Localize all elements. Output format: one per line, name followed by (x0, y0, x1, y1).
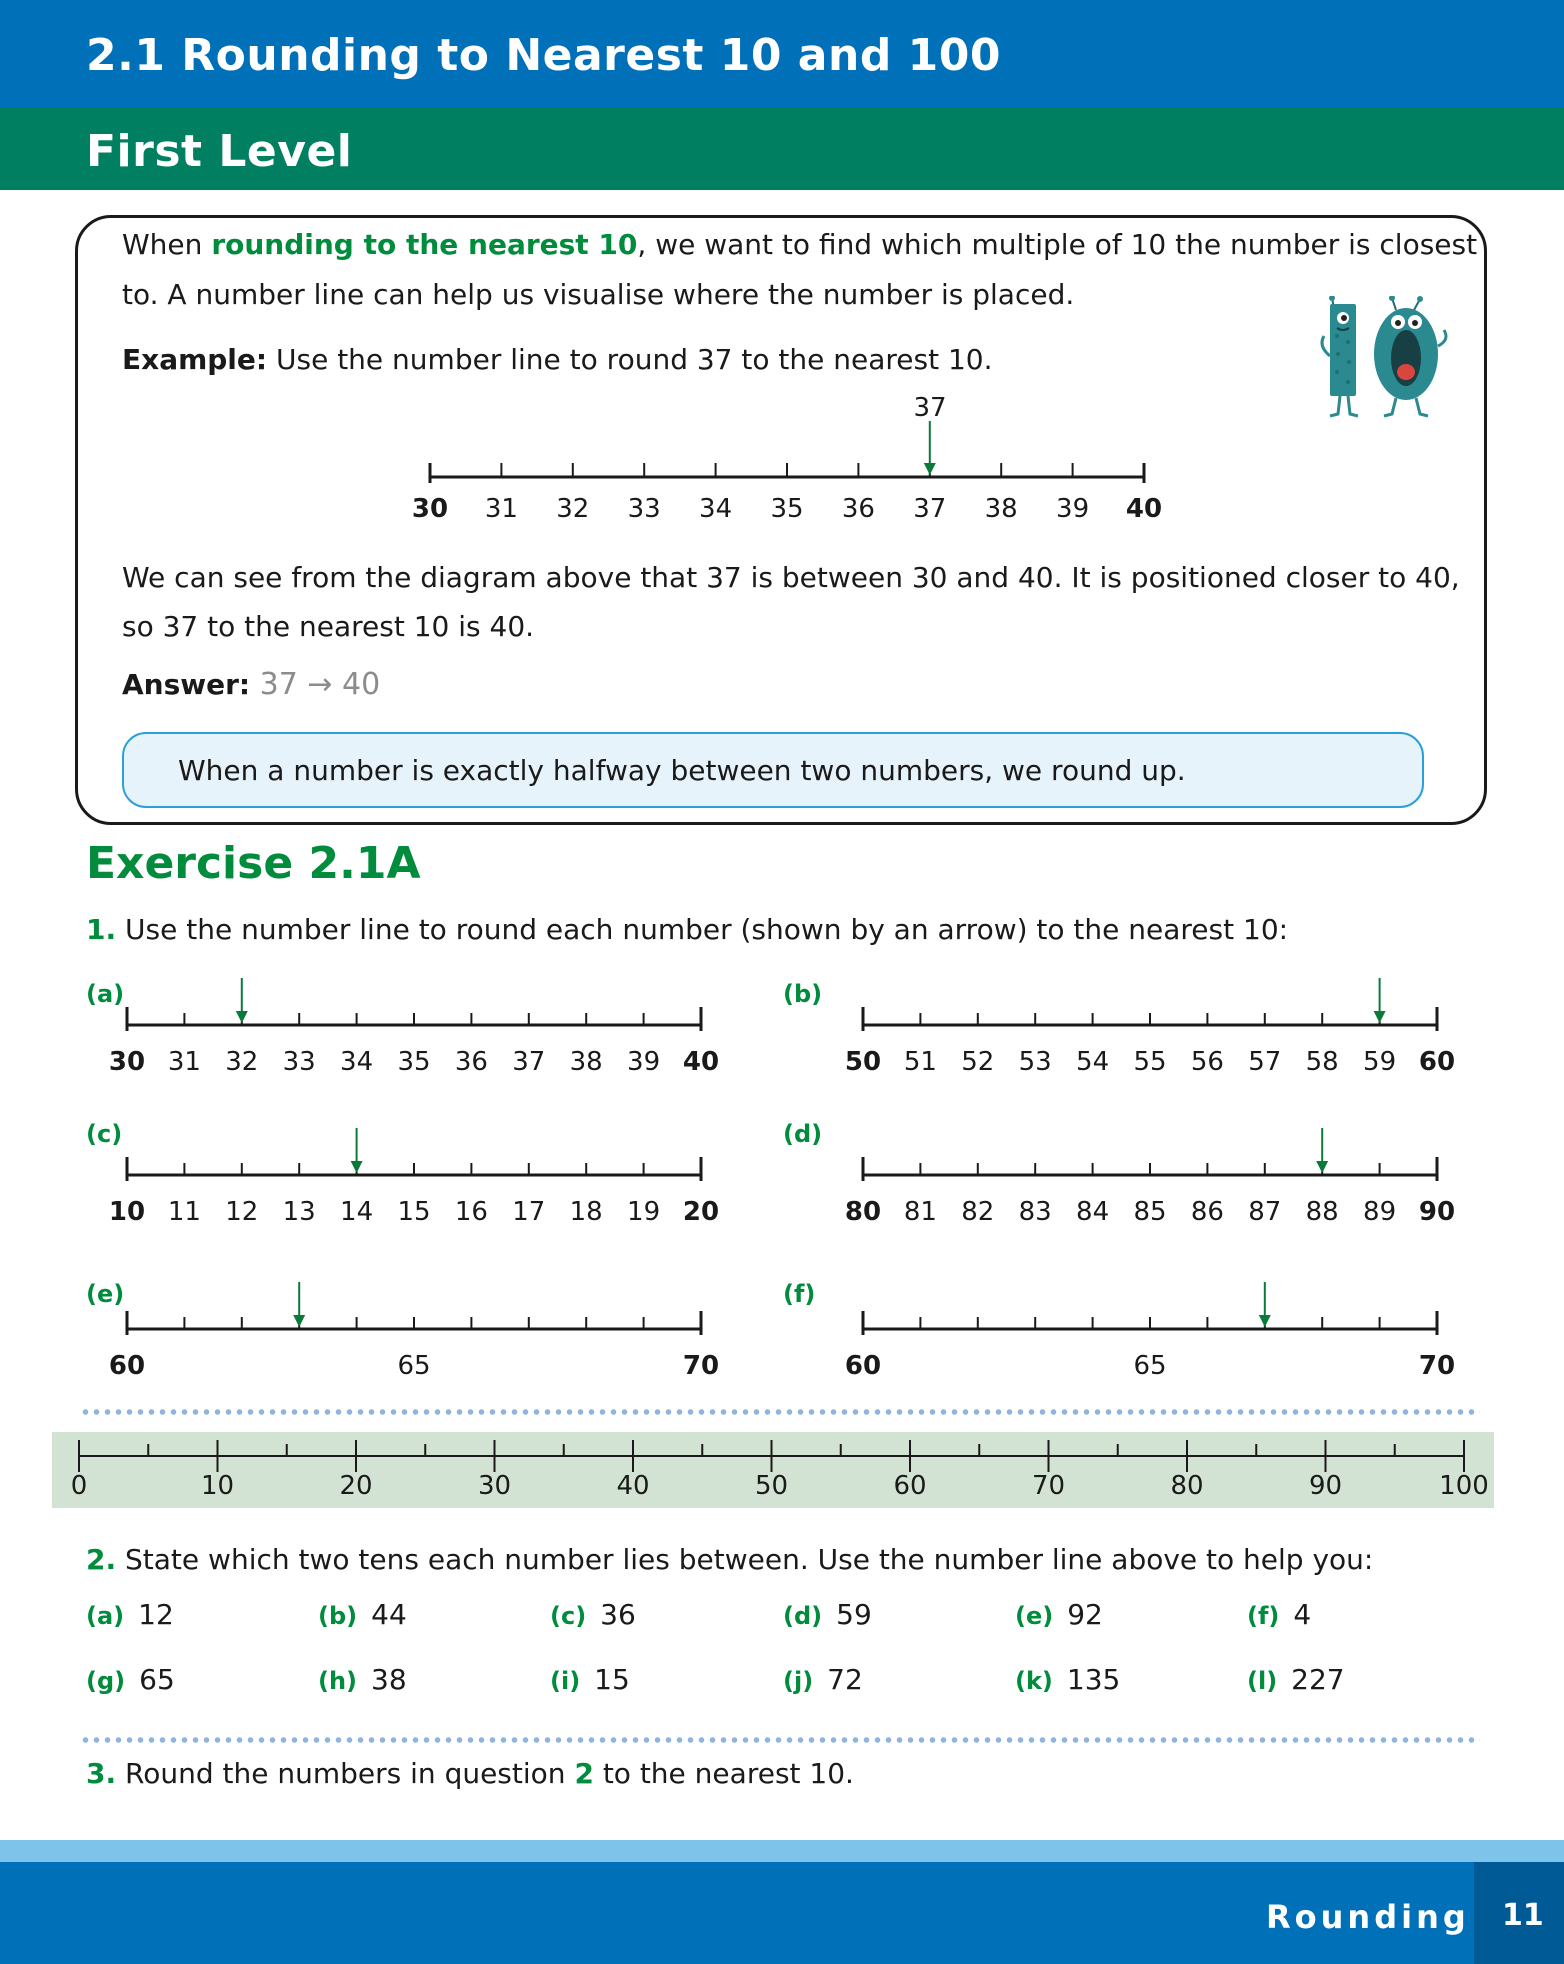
tick-label: 82 (961, 1197, 995, 1227)
number-line-f (836, 1278, 1456, 1388)
tick-label: 65 (1133, 1351, 1167, 1381)
down-arrow-icon (924, 421, 936, 475)
q1-label-e: (e) (86, 1280, 125, 1308)
key-term: rounding to the nearest 10 (211, 228, 638, 261)
q1-label-d: (d) (783, 1120, 823, 1148)
tick-label: 33 (282, 1047, 316, 1077)
section-name: Rounding (1266, 1898, 1470, 1936)
tick-label: 30 (108, 1047, 146, 1077)
q2-item: (d) 59 (783, 1598, 872, 1631)
number-line-0-100 (52, 1432, 1494, 1508)
tick-label: 56 (1190, 1047, 1224, 1077)
tick-label: 36 (454, 1047, 488, 1077)
number-line-d (836, 1124, 1456, 1234)
chapter-header (0, 0, 1564, 108)
tick-label: 59 (1363, 1047, 1397, 1077)
tick-label: 53 (1018, 1047, 1052, 1077)
q2-item: (e) 92 (1015, 1598, 1103, 1631)
tick-label: 35 (397, 1047, 431, 1077)
down-arrow-icon (351, 1128, 363, 1173)
tick-label: 35 (770, 494, 804, 524)
tick-label: 60 (844, 1351, 882, 1381)
q1-label-f: (f) (783, 1280, 816, 1308)
page-number-box (1474, 1862, 1564, 1964)
tick-label: 85 (1133, 1197, 1167, 1227)
example-statement: Example: Use the number line to round 37 to the nearest 10. (122, 343, 993, 376)
tick-label: 88 (1305, 1197, 1339, 1227)
q2-item: (j) 72 (783, 1663, 863, 1696)
tick-label: 34 (340, 1047, 374, 1077)
tick-label: 32 (556, 494, 590, 524)
tick-label: 51 (903, 1047, 937, 1077)
page-number: 11 (1502, 1898, 1544, 1933)
footer (0, 1862, 1564, 1964)
intro-line-1: When rounding to the nearest 10, we want to find which multiple of 10 the number is closest (122, 228, 1478, 261)
tick-label: 52 (961, 1047, 995, 1077)
tick-label: 30 (477, 1471, 512, 1501)
tick-label: 60 (108, 1351, 146, 1381)
q1-label-b: (b) (783, 980, 823, 1008)
tick-label: 70 (682, 1351, 720, 1381)
q2-item: (b) 44 (318, 1598, 407, 1631)
q1-label-c: (c) (86, 1120, 123, 1148)
tick-label: 16 (454, 1197, 488, 1227)
tick-label: 55 (1133, 1047, 1167, 1077)
tick-label: 54 (1076, 1047, 1110, 1077)
exercise-title: Exercise 2.1A (86, 838, 421, 889)
tick-label: 19 (627, 1197, 661, 1227)
number-line-c (100, 1124, 720, 1234)
tick-label: 50 (754, 1471, 789, 1501)
tick-label: 11 (167, 1197, 201, 1227)
level-title: First Level (86, 126, 353, 177)
answer-line: Answer: 37 → 40 (122, 667, 381, 702)
dotted-divider (80, 1737, 1480, 1743)
number-line-b (836, 974, 1456, 1084)
number-line-a (100, 974, 720, 1084)
level-header (0, 108, 1564, 190)
tick-label: 12 (225, 1197, 259, 1227)
tick-label: 37 (913, 494, 947, 524)
tick-label: 70 (1031, 1471, 1066, 1501)
tip-text: When a number is exactly halfway between two numbers, we round up. (178, 754, 1186, 787)
tick-label: 30 (411, 494, 449, 524)
down-arrow-icon (1374, 978, 1386, 1023)
tick-label: 86 (1190, 1197, 1224, 1227)
tick-label: 60 (893, 1471, 927, 1501)
tick-label: 10 (200, 1471, 235, 1501)
example-number-line (400, 385, 1180, 540)
tick-label: 17 (512, 1197, 546, 1227)
explanation-line-1: We can see from the diagram above that 37 is between 30 and 40. It is positioned closer to 40, (122, 561, 1460, 594)
q1-label-a: (a) (86, 980, 125, 1008)
number-ten-mascot-icon (1318, 296, 1450, 426)
dotted-divider (80, 1409, 1480, 1415)
tick-label: 0 (70, 1471, 88, 1501)
answer-value: 37 → 40 (250, 667, 381, 702)
tick-label: 60 (1418, 1047, 1456, 1077)
tick-label: 40 (682, 1047, 720, 1077)
q2-item: (k) 135 (1015, 1663, 1121, 1696)
tick-label: 80 (844, 1197, 882, 1227)
intro-line-2: to. A number line can help us visualise where the number is placed. (122, 278, 1075, 311)
down-arrow-icon (1316, 1128, 1328, 1173)
tick-label: 90 (1308, 1471, 1343, 1501)
q2-item: (c) 36 (550, 1598, 636, 1631)
explanation-line-2: so 37 to the nearest 10 is 40. (122, 610, 535, 643)
tick-label: 58 (1305, 1047, 1339, 1077)
tick-label: 15 (397, 1197, 431, 1227)
example-marker-label: 37 (913, 393, 947, 423)
tick-label: 38 (569, 1047, 603, 1077)
tick-label: 39 (1056, 494, 1090, 524)
tick-label: 38 (984, 494, 1018, 524)
question-2: 2. State which two tens each number lies between. Use the number line above to help you: (86, 1543, 1374, 1576)
question-1: 1. Use the number line to round each number (shown by an arrow) to the nearest 10: (86, 913, 1289, 946)
tick-label: 13 (282, 1197, 316, 1227)
tick-label: 32 (225, 1047, 259, 1077)
tick-label: 20 (339, 1471, 373, 1501)
tick-label: 81 (903, 1197, 937, 1227)
tick-label: 65 (397, 1351, 431, 1381)
down-arrow-icon (293, 1282, 305, 1327)
tick-label: 100 (1439, 1471, 1489, 1501)
tick-label: 14 (340, 1197, 374, 1227)
tick-label: 50 (844, 1047, 882, 1077)
tick-label: 36 (841, 494, 875, 524)
tick-label: 33 (627, 494, 661, 524)
down-arrow-icon (1259, 1282, 1271, 1327)
tick-label: 34 (699, 494, 733, 524)
tick-label: 37 (512, 1047, 546, 1077)
q2-item: (l) 227 (1247, 1663, 1345, 1696)
q2-item: (a) 12 (86, 1598, 174, 1631)
tick-label: 31 (167, 1047, 201, 1077)
tick-label: 20 (682, 1197, 720, 1227)
tick-label: 39 (627, 1047, 661, 1077)
tick-label: 89 (1363, 1197, 1397, 1227)
tick-label: 90 (1418, 1197, 1456, 1227)
tick-label: 83 (1018, 1197, 1052, 1227)
tick-label: 40 (616, 1471, 650, 1501)
tick-label: 10 (108, 1197, 146, 1227)
number-line-e (100, 1278, 720, 1388)
page-title: 2.1 Rounding to Nearest 10 and 100 (86, 30, 1001, 81)
footer-stripe (0, 1840, 1564, 1862)
q2-item: (i) 15 (550, 1663, 630, 1696)
question-3: 3. Round the numbers in question 2 to the nearest 10. (86, 1757, 854, 1790)
down-arrow-icon (236, 978, 248, 1023)
tick-label: 40 (1125, 494, 1163, 524)
rounding-tip (122, 732, 1424, 808)
tick-label: 57 (1248, 1047, 1282, 1077)
tick-label: 70 (1418, 1351, 1456, 1381)
q2-item: (f) 4 (1247, 1598, 1312, 1631)
tick-label: 31 (484, 494, 518, 524)
tick-label: 84 (1076, 1197, 1110, 1227)
q2-item: (g) 65 (86, 1663, 175, 1696)
q2-item: (h) 38 (318, 1663, 407, 1696)
tick-label: 80 (1170, 1471, 1204, 1501)
tick-label: 87 (1248, 1197, 1282, 1227)
tick-label: 18 (569, 1197, 603, 1227)
